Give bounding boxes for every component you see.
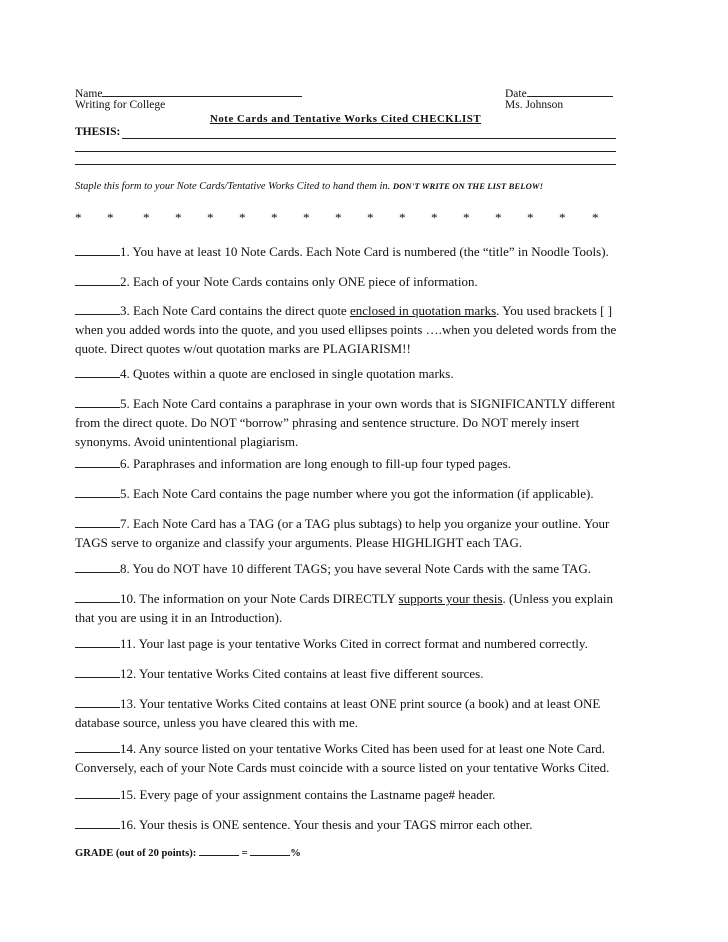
check-blank bbox=[75, 302, 120, 315]
grade-line bbox=[75, 845, 301, 859]
thesis-label: THESIS: bbox=[75, 126, 121, 138]
star: * bbox=[143, 210, 150, 225]
checklist-item: 16. Your thesis is ONE sentence. Your thesis and your TAGS mirror each other. bbox=[75, 815, 635, 834]
star: * bbox=[335, 210, 342, 225]
check-blank bbox=[75, 273, 120, 286]
star: * bbox=[367, 210, 374, 225]
checklist-item: 14. Any source listed on your tentative Works Cited has been used for at least one Note Card. Conversely, each of your Note Cards must coincide with a source listed on your tentative Works Cited. bbox=[75, 741, 610, 775]
star: * bbox=[107, 210, 114, 225]
star: * bbox=[592, 210, 599, 225]
check-blank bbox=[75, 786, 120, 799]
instructions bbox=[75, 181, 543, 192]
checklist-item: 7. Each Note Card has a TAG (or a TAG plus subtags) to help you organize your outline. Your TAGS serve to organize and classify your arguments. Please HIGHLIGHT each TAG. bbox=[75, 516, 610, 550]
checklist-item: 1. You have at least 10 Note Cards. Each Note Card is numbered (the “title” in Noodle Tools). bbox=[75, 242, 635, 261]
star: * bbox=[303, 210, 310, 225]
course-name: Writing for College bbox=[75, 99, 166, 111]
checklist-item: 11. Your last page is your tentative Works Cited in correct format and numbered correctly. bbox=[75, 634, 635, 653]
checklist-item: 5. Each Note Card contains a paraphrase in your own words that is SIGNIFICANTLY different from the direct quote. Do NOT “borrow” phrasing and sentence structure. Do NOT merely insert synonyms. Avoid unintentional plagiarism. bbox=[75, 396, 616, 449]
date-blank bbox=[527, 85, 613, 97]
star: * bbox=[399, 210, 406, 225]
name-field bbox=[75, 85, 302, 100]
checklist-item: 4. Quotes within a quote are enclosed in single quotation marks. bbox=[75, 364, 635, 383]
thesis-line-2 bbox=[75, 151, 616, 152]
star: * bbox=[495, 210, 502, 225]
checklist-item: 10. The information on your Note Cards DIRECTLY supports your thesis. (Unless you explain that you are using it in an Introduction). bbox=[75, 591, 614, 625]
check-blank bbox=[75, 485, 120, 498]
star: * bbox=[271, 210, 278, 225]
checklist-item: 15. Every page of your assignment contains the Lastname page# header. bbox=[75, 785, 635, 804]
check-blank bbox=[75, 816, 120, 829]
checklist-item: 12. Your tentative Works Cited contains at least five different sources. bbox=[75, 664, 635, 683]
check-blank bbox=[75, 695, 120, 708]
instructions-text: Staple this form to your Note Cards/Tentative Works Cited to hand them in. bbox=[75, 181, 391, 192]
checklist-item: 2. Each of your Note Cards contains only ONE piece of information. bbox=[75, 272, 635, 291]
star: * bbox=[175, 210, 182, 225]
star: * bbox=[559, 210, 566, 225]
check-blank bbox=[75, 395, 120, 408]
check-blank bbox=[75, 590, 120, 603]
checklist-item: 3. Each Note Card contains the direct quote enclosed in quotation marks. You used brackets [ ] when you added words into the quote, and you used ellipses points ….when you deleted words from the quote. Direct quotes w/out quotation marks are PLAGIARISM!! bbox=[75, 303, 617, 356]
checklist-item: 6. Paraphrases and information are long enough to fill-up four typed pages. bbox=[75, 454, 635, 473]
checklist-item: 8. You do NOT have 10 different TAGS; you have several Note Cards with the same TAG. bbox=[75, 559, 635, 578]
teacher-name: Ms. Johnson bbox=[505, 99, 564, 111]
check-blank bbox=[75, 665, 120, 678]
checklist-item: 13. Your tentative Works Cited contains at least ONE print source (a book) and at least ONE database source, unless you have cleared this with me. bbox=[75, 696, 601, 730]
grade-percent-blank bbox=[250, 845, 290, 856]
checklist-item: 5. Each Note Card contains the page number where you got the information (if applicable). bbox=[75, 484, 635, 503]
check-blank bbox=[75, 455, 120, 468]
check-blank bbox=[75, 365, 120, 378]
grade-label: GRADE (out of 20 points): bbox=[75, 848, 197, 859]
name-label: Name bbox=[75, 88, 103, 100]
star: * bbox=[207, 210, 214, 225]
check-blank bbox=[75, 243, 120, 256]
star: * bbox=[431, 210, 438, 225]
grade-percent-sign: % bbox=[290, 848, 301, 859]
grade-equals: = bbox=[241, 848, 248, 859]
check-blank bbox=[75, 515, 120, 528]
check-blank bbox=[75, 560, 120, 573]
date-field bbox=[505, 85, 613, 100]
thesis-line-1 bbox=[122, 138, 616, 139]
instructions-warning: DON'T WRITE ON THE LIST BELOW! bbox=[392, 181, 544, 191]
star: * bbox=[463, 210, 470, 225]
date-label: Date bbox=[505, 88, 527, 100]
name-blank bbox=[102, 85, 302, 97]
grade-points-blank bbox=[199, 845, 239, 856]
page-title: Note Cards and Tentative Works Cited CHECKLIST bbox=[210, 113, 482, 125]
thesis-line-3 bbox=[75, 164, 616, 165]
star: * bbox=[75, 210, 82, 225]
star: * bbox=[239, 210, 246, 225]
check-blank bbox=[75, 635, 120, 648]
check-blank bbox=[75, 740, 120, 753]
star: * bbox=[527, 210, 534, 225]
